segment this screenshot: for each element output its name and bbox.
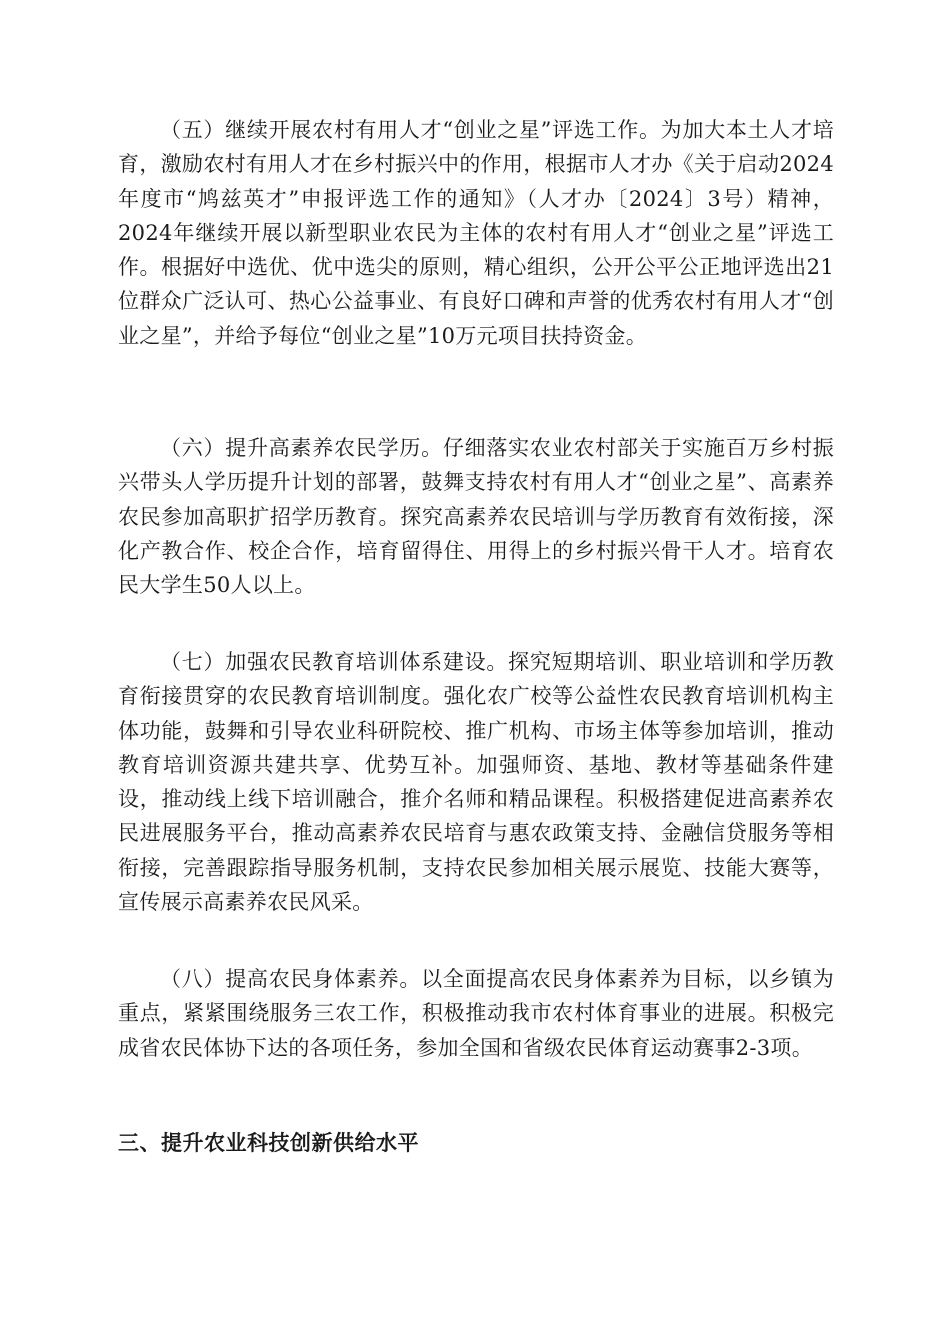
paragraph-6-farmer-education-level: （六）提升高素养农民学历。仔细落实农业农村部关于实施百万乡村振兴带头人学历提升计划的部署，鼓舞支持农村有用人才“创业之星”、高素养农民参加高职扩招学历教育。探究高素养农民培训与学历教育有效衔接，深化产教合作、校企合作，培育留得住、用得上的乡村振兴骨干人才。培育农民大学生50人以上。: [118, 436, 834, 598]
section-heading: 三、提升农业科技创新供给水平: [118, 1131, 419, 1155]
paragraph-5-creative-star-selection: （五）继续开展农村有用人才“创业之星”评选工作。为加大本土人才培育，激励农村有用人才在乡村振兴中的作用，根据市人才办《关于启动2024年度市“鸠兹英才”申报评选工作的通知》（人才办〔2024〕3号）精神，2024年继续开展以新型职业农民为主体的农村有用人才“创业之星”评选工作。根据好中选优、优中选尖的原则，精心组织，公开公平公正地评选出21位群众广泛认可、热心公益事业、有良好口碑和声誉的优秀农村有用人才“创业之星”，并给予每位“创业之星”10万元项目扶持资金。: [118, 118, 834, 348]
paragraph-7-training-system: （七）加强农民教育培训体系建设。探究短期培训、职业培训和学历教育衔接贯穿的农民教育培训制度。强化农广校等公益性农民教育培训机构主体功能，鼓舞和引导农业科研院校、推广机构、市场主体等参加培训，推动教育培训资源共建共享、优势互补。加强师资、基地、教材等基础条件建设，推动线上线下培训融合，推介名师和精品课程。积极搭建促进高素养农民进展服务平台，推动高素养农民培育与惠农政策支持、金融信贷服务等相衔接，完善跟踪指导服务机制，支持农民参加相关展示展览、技能大赛等，宣传展示高素养农民风采。: [118, 650, 834, 915]
paragraph-8-physical-fitness: （八）提高农民身体素养。以全面提高农民身体素养为目标，以乡镇为重点，紧紧围绕服务三农工作，积极推动我市农村体育事业的进展。积极完成省农民体协下达的各项任务，参加全国和省级农民体育运动赛事2-3项。: [118, 967, 834, 1060]
